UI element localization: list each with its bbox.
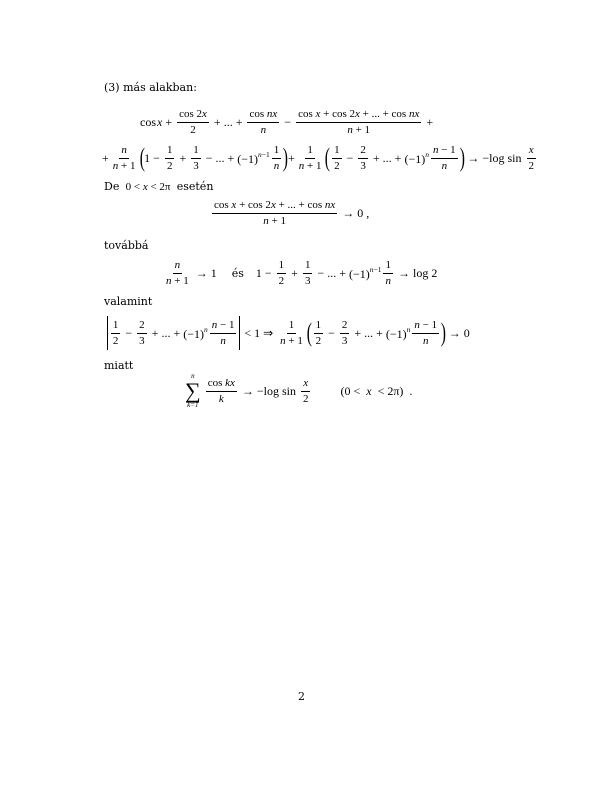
page-number: 2 bbox=[298, 690, 305, 703]
de-word: De bbox=[104, 180, 120, 193]
es-word: és bbox=[231, 266, 244, 280]
miatt-text: miatt bbox=[104, 359, 134, 372]
equation-2: $\frac{\text{cos x + cos 2x + ... + cos nx}}{n + 1}$ → 0 , bbox=[214, 199, 370, 227]
valamint-text: valamint bbox=[104, 295, 153, 308]
equation-3: $\frac{n}{n + 1}$ → 1 és 1 − $\frac{1}{2}$ + $\frac{1}{3}$ − ... + $(-1)^{n-1}$ $\frac{1}{n}$ → log 2 bbox=[166, 259, 438, 287]
equation-1-line-1: cos x + $\frac{\cos 2x}{2}$ + ... + $\frac{\text{cos nx}}{n}$ − $\frac{\text{cos x + cos 2x + ... + cos nx}}{n + 1}$ + bbox=[140, 108, 434, 136]
condition-line: De 0 < x < 2π esetén bbox=[104, 180, 214, 193]
equation-4: $\frac{1}{2}$ − $\frac{2}{3}$ + ... + $(-1)^n$ $\frac{n - 1}{n}$ < 1 ⇒ $\frac{1}{n + 1}$ ( $\frac{1}{2}$ − $\frac{2}{3}$ + ... + $(-1)^n$ $\frac{n - 1}{n}$ ) → 0 bbox=[112, 317, 470, 347]
equation-1-line-2: + $\frac{n}{n + 1}$ ( 1 − $\frac{1}{2}$ + $\frac{1}{3}$ − ... + $(-1)^{n-1}$ $\frac{1}{n}$ ) + $\frac{1}{n + 1}$ ( $\frac{1}{2}$ − $\frac{2}{3}$ + ... + $(-1)^n$ $\frac{n - 1}{n}$ ) → −log sin $\frac{x}{2}$ bbox=[102, 142, 534, 172]
equation-5: n ∑ k=1 $\frac{\text{cos kx}}{k}$ → −log sin $\frac{x}{2}$ (0 < x < 2π) . bbox=[185, 372, 413, 409]
eseten-word: esetén bbox=[176, 180, 214, 193]
tovabba-text: továbbá bbox=[104, 239, 149, 252]
intro-text: (3) más alakban: bbox=[104, 81, 197, 94]
